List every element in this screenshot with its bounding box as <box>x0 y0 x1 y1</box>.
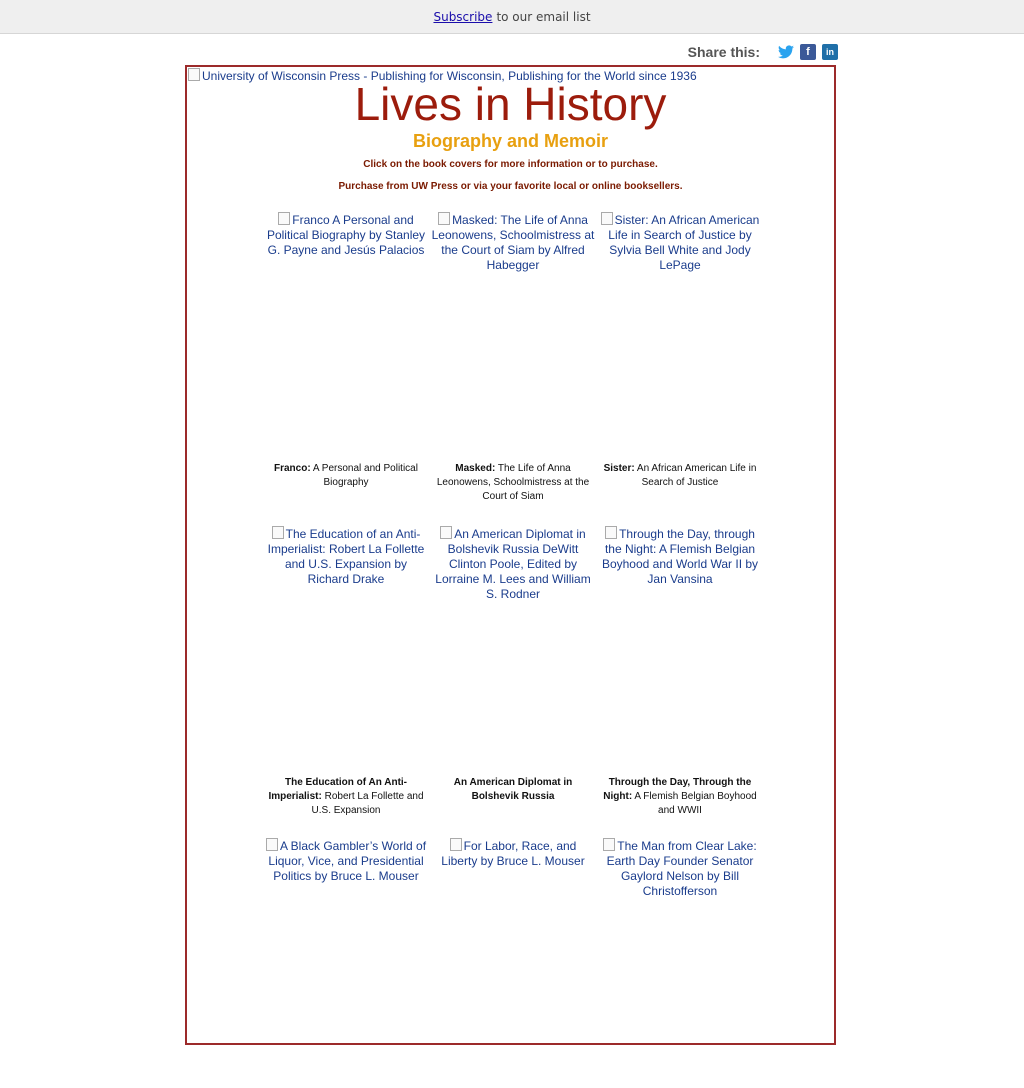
book-item <box>430 838 596 1088</box>
instruction-line-1: Click on the book covers for more information or to purchase. <box>363 159 658 170</box>
book-cover-link[interactable]: Through the Day, through the Night: A Flemish Belgian Boyhood and World War II by Jan Vansina <box>601 527 759 586</box>
subscribe-text: to our email list <box>496 9 591 24</box>
linkedin-icon[interactable]: in <box>822 44 838 60</box>
facebook-icon[interactable]: f <box>800 44 816 60</box>
book-item <box>263 212 429 504</box>
book-row <box>263 212 763 504</box>
book-caption: Franco: A Personal and Political Biography <box>274 463 418 488</box>
share-label: Share this: <box>687 44 760 60</box>
book-caption: Masked: The Life of Anna Leonowens, Schoolmistress at the Court of Siam <box>436 463 590 502</box>
broken-image-icon <box>440 526 452 539</box>
broken-image-icon <box>272 526 284 539</box>
book-cover-link[interactable]: Franco A Personal and Political Biography by Stanley G. Payne and Jesús Palacios <box>266 213 426 257</box>
newsletter-frame <box>185 65 836 1045</box>
book-caption: Through the Day, Through the Night: A Flemish Belgian Boyhood and WWII <box>603 777 757 816</box>
broken-image-icon <box>605 526 617 539</box>
broken-image-icon <box>603 838 615 851</box>
book-row <box>263 526 763 818</box>
book-item <box>597 526 763 818</box>
book-cover-link[interactable]: An American Diplomat in Bolshevik Russia DeWitt Clinton Poole, Edited by Lorraine M. Lees and William S. Rodner <box>435 527 591 601</box>
broken-image-icon <box>601 212 613 225</box>
book-cover-link[interactable]: The Man from Clear Lake: Earth Day Founder Senator Gaylord Nelson by Bill Christofferson <box>597 838 763 1088</box>
broken-image-icon <box>450 838 462 851</box>
book-caption: An American Diplomat in Bolshevik Russia <box>453 777 573 802</box>
book-cover-link[interactable]: For Labor, Race, and Liberty by Bruce L. Mouser <box>441 839 585 868</box>
banner-alt-text: University of Wisconsin Press - Publishing for Wisconsin, Publishing for the World since 1936 <box>202 69 697 83</box>
book-cover-link[interactable]: The Education of an Anti-Imperialist: Robert La Follette and U.S. Expansion by Richard Drake <box>267 527 425 586</box>
book-grid <box>263 212 763 1088</box>
book-item <box>263 838 429 1088</box>
page-title: Lives in History <box>354 78 667 130</box>
broken-image-icon <box>438 212 450 225</box>
book-item <box>430 526 596 818</box>
book-item <box>597 838 763 1088</box>
book-item <box>597 212 763 504</box>
book-item <box>263 526 429 818</box>
book-cover-link[interactable]: Sister: An African American Life in Search of Justice by Sylvia Bell White and Jody LePage <box>597 212 763 462</box>
book-caption: Sister: An African American Life in Search of Justice <box>603 463 757 488</box>
subscribe-bar <box>0 0 1024 34</box>
broken-image-icon <box>266 838 278 851</box>
book-cover-link[interactable]: Masked: The Life of Anna Leonowens, Schoolmistress at the Court of Siam by Alfred Habegger <box>431 213 595 272</box>
page-subtitle: Biography and Memoir <box>412 131 609 151</box>
book-row <box>263 838 763 1088</box>
book-caption: The Education of An Anti-Imperialist: Robert La Follette and U.S. Expansion <box>268 777 424 816</box>
broken-image-icon <box>278 212 290 225</box>
share-bar <box>688 44 838 60</box>
subscribe-link[interactable]: Subscribe <box>433 9 493 24</box>
book-item <box>430 212 596 504</box>
instruction-line-2: Purchase from UW Press or via your favorite local or online booksellers. <box>338 181 683 192</box>
book-cover-link[interactable]: A Black Gambler’s World of Liquor, Vice, and Presidential Politics by Bruce L. Mouser <box>263 838 429 1088</box>
twitter-icon[interactable] <box>778 44 794 60</box>
